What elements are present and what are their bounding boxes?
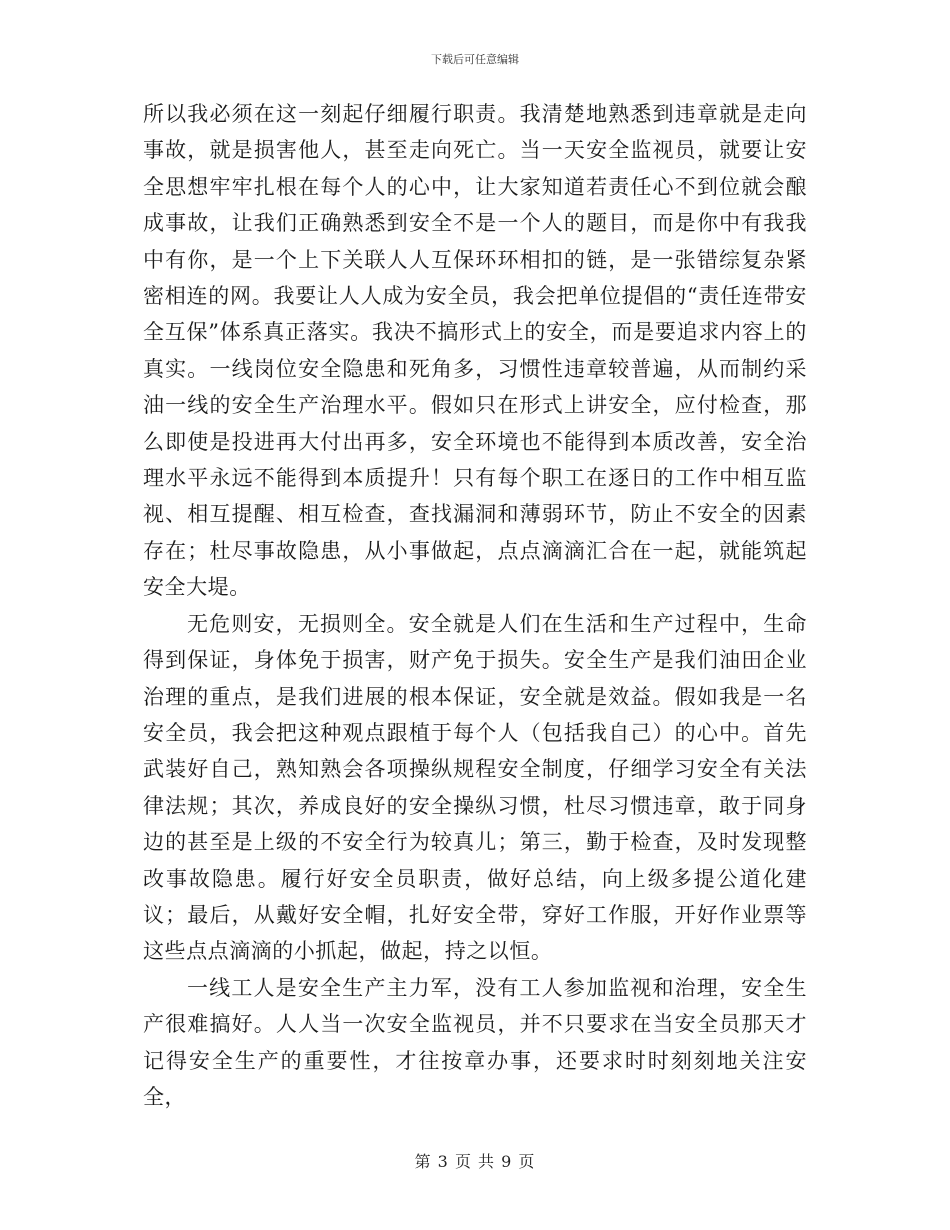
page-number: 第 3 页 共 9 页 [414, 1152, 536, 1171]
page-header-note: 下载后可任意编辑 [431, 53, 519, 66]
paragraph-2: 无危则安，无损则全。安全就是人们在生活和生产过程中，生命得到保证，身体免于损害，财产免于损失。安全生产是我们油田企业治理的重点，是我们进展的根本保证，安全就是效益。假如我是一名安全员，我会把这种观点跟植于每个人（包括我自己）的心中。首先武装好自己，熟知熟会各项操纵规程安全制度，仔细学习安全有关法律法规；其次，养成良好的安全操纵习惯，杜尽习惯违章，敢于同身边的甚至是上级的不安全行为较真儿；第三，勤于检查，及时发现整改事故隐患。履行好安全员职责，做好总结，向上级多提公道化建议；最后，从戴好安全帽，扎好安全带，穿好工作服，开好作业票等这些点点滴滴的小抓起，做起，持之以恒。 [143, 611, 807, 964]
paragraph-3: 一线工人是安全生产主力军，没有工人参加监视和治理，安全生产很难搞好。人人当一次安全监视员，并不只要求在当安全员那天才记得安全生产的重要性，才往按章办事，还要求时时刻刻地关注安全， [143, 975, 807, 1109]
paragraph-1: 所以我必须在这一刻起仔细履行职责。我清楚地熟悉到违章就是走向事故，就是损害他人，甚至走向死亡。当一天安全监视员，就要让安全思想牢牢扎根在每个人的心中，让大家知道若责任心不到位就会酿成事故，让我们正确熟悉到安全不是一个人的题目，而是你中有我我中有你，是一个上下关联人人互保环环相扣的链，是一张错综复杂紧密相连的网。我要让人人成为安全员，我会把单位提倡的“责任连带安全互保”体系真正落实。我决不搞形式上的安全，而是要追求内容上的真实。一线岗位安全隐患和死角多，习惯性违章较普遍，从而制约采油一线的安全生产治理水平。假如只在形式上讲安全，应付检查，那么即使是投进再大付出再多，安全环境也不能得到本质改善，安全治理水平永远不能得到本质提升！只有每个职工在逐日的工作中相互监视、相互提醒、相互检查，查找漏洞和薄弱环节，防止不安全的因素存在；杜尽事故隐患，从小事做起，点点滴滴汇合在一起，就能筑起安全大堤。 [143, 102, 807, 600]
document-body [143, 96, 807, 1115]
